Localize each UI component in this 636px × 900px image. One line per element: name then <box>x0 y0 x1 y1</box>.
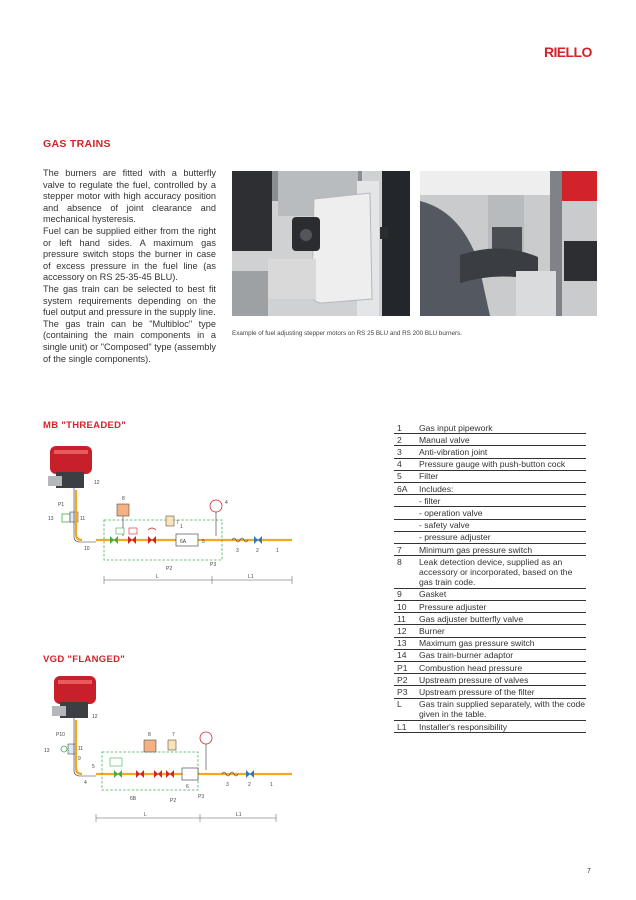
legend-number: 9 <box>394 588 419 600</box>
legend-row <box>394 674 586 686</box>
mb-label-6a: 6A <box>180 539 187 545</box>
photo-caption: Example of fuel adjusting stepper motors on RS 25 BLU and RS 200 BLU burners. <box>232 330 462 337</box>
legend-number: 12 <box>394 625 419 637</box>
legend-description: Burner <box>419 625 586 637</box>
vgd-label-3: 3 <box>226 782 229 788</box>
intro-paragraph: The gas train can be "Multibloc" type (containing the main components in a single unit) or "Composed" type (assembly of the single components). <box>43 318 216 364</box>
mb-label-7: 7 <box>176 520 179 526</box>
intro-paragraph: The burners are fitted with a butterfly valve to regulate the fuel, controlled by a stepper motor with high accuracy position and absence of joint clearance and mechanical hysteresis. <box>43 168 216 225</box>
vgd-label-9: 9 <box>78 756 81 762</box>
legend-row <box>394 458 586 470</box>
legend-description: Gas adjuster butterfly valve <box>419 613 586 625</box>
burner-icon <box>48 446 92 488</box>
legend-description: - safety valve <box>419 519 586 531</box>
mb-label-13: 13 <box>48 516 54 522</box>
vgd-label-6: 6 <box>186 784 189 790</box>
intro-paragraph: The gas train can be selected to best fit system requirements depending on the fuel output and pressure in the supply line. <box>43 283 216 318</box>
mb-dim-l: L <box>156 574 159 580</box>
section-title: GAS TRAINS <box>43 138 111 150</box>
vgd-label-4: 4 <box>84 780 87 786</box>
vgd-label-7: 7 <box>172 732 175 738</box>
legend-number: P3 <box>394 686 419 698</box>
legend-row <box>394 422 586 434</box>
legend-description: Gas input pipework <box>419 422 586 434</box>
page-number: 7 <box>587 868 591 875</box>
legend-description: - filter <box>419 495 586 507</box>
vgd-label-p10: P10 <box>56 732 65 738</box>
legend-number: 7 <box>394 544 419 556</box>
component-legend <box>394 422 586 733</box>
legend-description: Pressure adjuster <box>419 601 586 613</box>
mb-label-1-top: 1 <box>180 524 183 530</box>
intro-text <box>43 168 216 365</box>
legend-number: 10 <box>394 601 419 613</box>
mb-label-10: 10 <box>84 546 90 552</box>
legend-description: - operation valve <box>419 507 586 519</box>
vgd-label-8: 8 <box>148 732 151 738</box>
mb-threaded-gas-train-diagram <box>40 440 300 605</box>
legend-description: Filter <box>419 470 586 482</box>
legend-description: Anti-vibration joint <box>419 446 586 458</box>
legend-description: Includes: <box>419 483 586 495</box>
legend-number: 8 <box>394 556 419 589</box>
legend-number: 13 <box>394 637 419 649</box>
legend-row <box>394 544 586 556</box>
mb-label-12: 12 <box>94 480 100 486</box>
legend-description: Gas train-burner adaptor <box>419 649 586 661</box>
legend-description: Combustion head pressure <box>419 662 586 674</box>
legend-row <box>394 698 586 720</box>
legend-row <box>394 507 586 519</box>
vgd-label-5: 5 <box>92 764 95 770</box>
mb-label-p3: P3 <box>210 562 217 568</box>
mb-label-5: 5 <box>202 539 205 545</box>
legend-row <box>394 434 586 446</box>
riello-logo <box>544 42 596 62</box>
mb-label-8: 8 <box>122 496 125 502</box>
legend-description: Manual valve <box>419 434 586 446</box>
legend-description: Leak detection device, supplied as an accessory or incorporated, based on the gas train code. <box>419 556 586 589</box>
svg-text:RIELLO: RIELLO <box>544 44 592 60</box>
mb-threaded-title: MB "THREADED" <box>43 420 127 431</box>
mb-label-2: 2 <box>256 548 259 554</box>
vgd-label-12: 12 <box>92 714 98 720</box>
legend-row <box>394 483 586 495</box>
legend-description: Installer's responsibility <box>419 721 586 733</box>
legend-number: 5 <box>394 470 419 482</box>
legend-row <box>394 519 586 531</box>
intro-paragraph: Fuel can be supplied either from the right or left hand sides. A maximum gas pressure switch stops the burner in case of excess pressure in the fuel line (as accessory on RS 25-35-45 BLU). <box>43 225 216 283</box>
vgd-label-p3: P3 <box>198 794 205 800</box>
legend-number <box>394 531 419 543</box>
vgd-dim-l1: L1 <box>236 812 242 818</box>
vgd-label-2: 2 <box>248 782 251 788</box>
legend-row <box>394 613 586 625</box>
vgd-label-13: 13 <box>44 748 50 754</box>
mb-label-1: 1 <box>276 548 279 554</box>
mb-label-4: 4 <box>225 500 228 506</box>
legend-row <box>394 601 586 613</box>
legend-description: Maximum gas pressure switch <box>419 637 586 649</box>
legend-row <box>394 531 586 543</box>
legend-number <box>394 507 419 519</box>
legend-row <box>394 625 586 637</box>
legend-number: 2 <box>394 434 419 446</box>
mb-label-11: 11 <box>80 516 86 522</box>
legend-number <box>394 495 419 507</box>
vgd-label-1: 1 <box>270 782 273 788</box>
legend-number: 3 <box>394 446 419 458</box>
legend-description: Gas train supplied separately, with the code given in the table. <box>419 699 586 720</box>
legend-row <box>394 686 586 698</box>
legend-number: P2 <box>394 674 419 686</box>
mb-label-p2: P2 <box>166 566 173 572</box>
legend-row <box>394 588 586 600</box>
legend-number: 1 <box>394 422 419 434</box>
legend-number: L <box>394 698 419 720</box>
legend-number: 14 <box>394 649 419 661</box>
legend-row <box>394 721 586 733</box>
vgd-flanged-gas-train-diagram <box>40 672 300 834</box>
burner-icon <box>52 676 96 718</box>
legend-row <box>394 637 586 649</box>
legend-number: P1 <box>394 662 419 674</box>
legend-row <box>394 662 586 674</box>
stepper-motor-photo-rs25 <box>232 171 410 316</box>
legend-row <box>394 649 586 661</box>
vgd-label-6b: 6B <box>130 796 137 802</box>
legend-number <box>394 519 419 531</box>
mb-label-p1: P1 <box>58 502 65 508</box>
mb-label-3: 3 <box>236 548 239 554</box>
legend-number: 6A <box>394 483 419 495</box>
legend-number: L1 <box>394 721 419 733</box>
legend-row <box>394 495 586 507</box>
vgd-dim-l: L <box>144 812 147 818</box>
legend-description: Upstream pressure of the filter <box>419 686 586 698</box>
legend-description: Minimum gas pressure switch <box>419 544 586 556</box>
vgd-flanged-title: VGD "FLANGED" <box>43 654 126 665</box>
stepper-motor-photo-rs200 <box>420 171 597 316</box>
legend-number: 4 <box>394 458 419 470</box>
legend-number: 11 <box>394 613 419 625</box>
vgd-label-11: 11 <box>78 746 84 752</box>
legend-row <box>394 446 586 458</box>
legend-description: Gasket <box>419 588 586 600</box>
vgd-label-p2: P2 <box>170 798 177 804</box>
mb-dim-l1: L1 <box>248 574 254 580</box>
legend-row <box>394 470 586 482</box>
legend-description: - pressure adjuster <box>419 531 586 543</box>
legend-description: Pressure gauge with push-button cock <box>419 458 586 470</box>
legend-row <box>394 556 586 589</box>
legend-description: Upstream pressure of valves <box>419 674 586 686</box>
